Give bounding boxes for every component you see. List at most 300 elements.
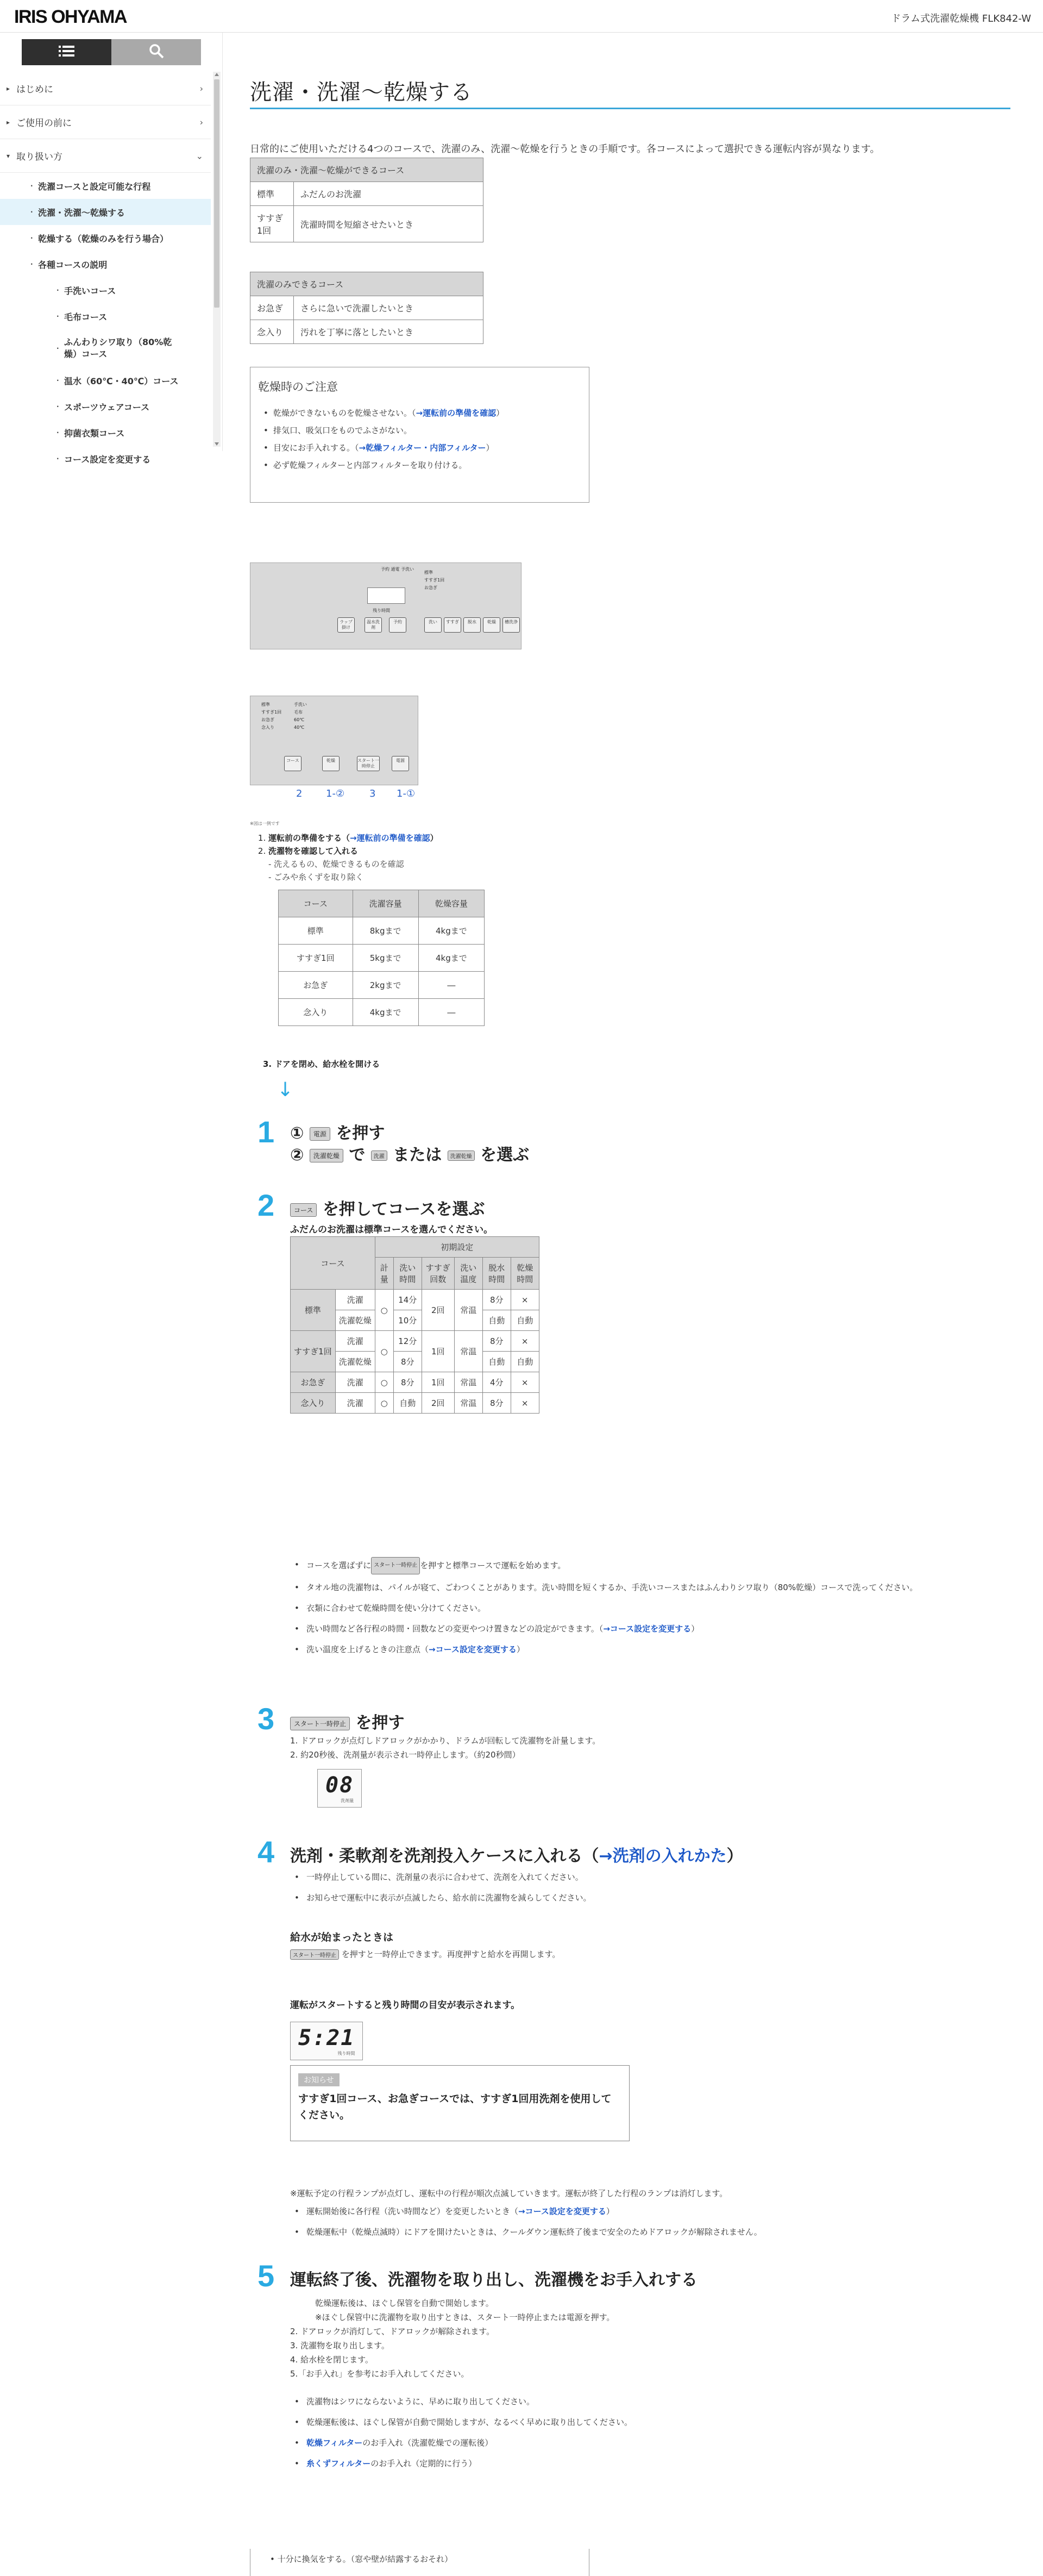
arrow-down-icon: ↓ [277, 1079, 294, 1101]
sidebar-tabs [22, 39, 201, 65]
note-text: 洗濯物はシワにならないように、早めに取り出してください。 [306, 2397, 535, 2406]
panel-label: 60℃ [294, 717, 305, 722]
chevron-right-icon[interactable]: › [199, 83, 203, 93]
sidebar-item-label: ご使用の前に [16, 118, 72, 129]
table-cell: 洗濯時間を短縮させたいとき [294, 206, 483, 242]
display-digits: 08 [325, 1773, 354, 1798]
table-cell: 2kgまで [353, 972, 418, 999]
panel-label: 予約 通電 予洗い [381, 567, 414, 572]
caution-text: 排気口、吸気口をものでふさがない。 [273, 426, 412, 435]
note-text: のお手入れ（洗濯乾燥での運転後） [362, 2438, 493, 2448]
step-text: で [349, 1146, 366, 1165]
bullet-icon: · [56, 345, 59, 352]
list-item [290, 2224, 996, 2240]
panel-label: すすぎ1回 [424, 578, 445, 583]
panel-button: ラップ掛け [337, 617, 355, 633]
info-text: すすぎ1回コース、お急ぎコースでは、すすぎ1回用洗剤を使用してください。 [298, 2093, 612, 2121]
table-cell: 12分 [393, 1331, 422, 1352]
site-header [0, 0, 1043, 33]
table-row [279, 945, 485, 972]
link-prep-check[interactable]: →運転前の準備を確認 [416, 408, 497, 418]
link-dry-filter[interactable]: 乾燥フィルター [306, 2438, 363, 2448]
pre-step-3: 3. ドアを閉め、給水栓を開ける [263, 1059, 380, 1069]
note-text: お知らせで運転中に表示が点滅したら、給水前に洗濯物を減らしてください。 [306, 1893, 592, 1903]
table-header: 初期設定 [375, 1237, 539, 1258]
table-cell: 標準 [291, 1290, 336, 1331]
table-cell: 4kgまで [353, 999, 418, 1026]
panel-button: 電源 [392, 756, 409, 771]
note-text: ） [691, 1624, 700, 1634]
list-item [290, 1890, 996, 1905]
scroll-up-icon[interactable] [215, 73, 219, 76]
table-cell: × [511, 1290, 539, 1310]
sidebar-item-before-use[interactable] [0, 105, 211, 139]
sidebar-item-label: はじめに [16, 84, 53, 95]
display-label: 残り時間 [337, 2051, 355, 2056]
table-cell: ― [418, 972, 484, 999]
caution-text: 目安にお手入れする。（ [273, 443, 359, 453]
table-cell: 14分 [393, 1290, 422, 1310]
table-cell: 2回 [422, 1290, 454, 1331]
table-row [279, 972, 485, 999]
seven-segment-display [290, 2022, 363, 2060]
table-cell: 洗濯 [335, 1393, 375, 1414]
sidebar-item-sportswear[interactable] [0, 393, 211, 420]
step-marker: ① [290, 1124, 304, 1143]
list-item: 3. 洗濯物を取り出します。 [290, 2341, 389, 2350]
display-label: 洗剤量 [341, 1798, 354, 1803]
table-cell: 4分 [482, 1372, 511, 1393]
table-row [250, 206, 483, 242]
table-cell: 8kgまで [353, 917, 418, 945]
wash-dry-course-table [250, 158, 483, 242]
step-text: 洗濯物を確認して入れる [268, 846, 359, 856]
panel-button: 乾燥 [483, 617, 500, 633]
sidebar-item-label: 取り扱い方 [16, 152, 62, 162]
list-item [290, 1557, 1018, 1574]
bullet-icon: · [30, 182, 33, 190]
list-item: 1. ドアロックが点灯しドアロックがかかり、ドラムが回転して洗濯物を計量します。 [290, 1736, 601, 1746]
step-5-title: 運転終了後、洗濯物を取り出し、洗濯機をお手入れする [290, 2271, 698, 2290]
sidebar-item-course-descriptions[interactable] [0, 251, 211, 277]
sidebar-item-warm-water[interactable] [0, 367, 211, 393]
table-cell: 自動 [482, 1352, 511, 1372]
power-button-label: 電源 [310, 1127, 330, 1141]
sidebar-item-change-settings[interactable] [0, 446, 211, 472]
list-item [290, 1600, 1018, 1616]
table-cell: ○ [375, 1393, 393, 1414]
note-text: 運転開始後に各行程（洗い時間など）を変更したいとき（ [306, 2206, 519, 2216]
list-item [268, 831, 438, 845]
list-item: 2. ドアロックが消灯して、ドアロックが解除されます。 [290, 2327, 495, 2336]
list-item [290, 1621, 1018, 1636]
list-item [273, 439, 581, 457]
bullet-icon: · [30, 208, 33, 216]
table-row [291, 1331, 539, 1352]
sidebar-item-label: 洗濯・洗濯～乾燥する [38, 207, 125, 218]
table-header: コース [279, 890, 353, 917]
chevron-right-icon: ▸ [7, 118, 10, 126]
list-item [273, 404, 581, 422]
sidebar-item-label: スポーツウェアコース [64, 402, 150, 412]
sidebar-item-intro[interactable] [0, 72, 211, 105]
panel-label: 念入り [261, 725, 274, 730]
start-pause-button-label: スタート一時停止 [371, 1557, 420, 1574]
table-row [250, 182, 483, 206]
table-row [279, 917, 485, 945]
caution-text: ） [486, 443, 494, 453]
step-marker: ② [290, 1146, 304, 1165]
wash-indicator-label: 洗濯 [371, 1151, 387, 1161]
table-header: 洗い時間 [393, 1258, 422, 1290]
table-header: すすぎ回数 [422, 1258, 454, 1290]
note-text: 乾燥運転後は、ほぐし保管が自動で開始しますが、なるべく早めに取り出してください。 [306, 2417, 633, 2427]
table-cell: 常温 [454, 1331, 482, 1372]
sidebar-item-label: ふんわりシワ取り（80%乾燥）コース [64, 337, 172, 359]
step-text: 洗剤・柔軟剤を洗剤投入ケースに入れる（ [290, 1847, 599, 1866]
panel-button: 乾燥 [322, 756, 340, 771]
table-cell: 常温 [454, 1372, 482, 1393]
cutoff-caution-box [250, 2549, 589, 2576]
tab-menu[interactable] [22, 39, 111, 65]
table-row [291, 1290, 539, 1310]
table-header: 乾燥容量 [418, 890, 484, 917]
link-detergent-guide[interactable]: →洗剤の入れかた [599, 1847, 727, 1866]
table-cell: × [511, 1331, 539, 1352]
table-cell: お急ぎ [250, 296, 294, 320]
sidebar-item-course-settings[interactable] [0, 173, 211, 199]
table-header: 洗濯容量 [353, 890, 418, 917]
link-lint-filter[interactable]: 糸くずフィルター [306, 2459, 371, 2468]
page-title: 洗濯・洗濯～乾燥する [250, 80, 473, 105]
note-text: 洗い時間など各行程の時間・回数などの変更やつけ置きなどの設定ができます。（ [306, 1624, 604, 1634]
sidebar-item-blanket[interactable] [0, 303, 211, 329]
list-item [268, 845, 438, 884]
table-cell: すすぎ1回 [250, 206, 294, 242]
drying-caution-box [250, 367, 589, 503]
table-cell: × [511, 1393, 539, 1414]
pause-heading: 給水が始まったときは [290, 1931, 394, 1943]
bullet-icon: · [30, 234, 33, 242]
scrollbar-thumb[interactable] [214, 79, 219, 308]
table-cell: 8分 [482, 1393, 511, 1414]
start-pause-button-label: スタート一時停止 [290, 1717, 350, 1730]
table-cell: 4kgまで [418, 917, 484, 945]
note-text: ） [516, 1645, 525, 1654]
panel-label: 手洗い [294, 702, 307, 707]
table-cell: 自動 [393, 1393, 422, 1414]
control-panel-illustration [250, 696, 418, 785]
panel-button: 洗い [424, 617, 442, 633]
table-cell: 自動 [511, 1310, 539, 1331]
list-item: 乾燥運転後は、ほぐし保管を自動で開始します。 [315, 2298, 494, 2308]
list-item [273, 422, 581, 439]
table-header: 洗濯のみ・洗濯～乾燥ができるコース [250, 158, 483, 182]
note-text: を押すと標準コースで運転を始めます。 [420, 1560, 566, 1571]
title-divider [250, 108, 1010, 109]
table-cell: 自動 [482, 1310, 511, 1331]
step-1-line-2 [290, 1141, 529, 1165]
scroll-down-icon[interactable] [215, 442, 219, 446]
step-text: ） [726, 1847, 743, 1866]
sidebar-item-dry-only[interactable] [0, 225, 211, 251]
detergent-display [317, 1769, 362, 1808]
remaining-time-heading: 運転がスタートすると残り時間の目安が表示されます。 [290, 2000, 520, 2011]
table-cell: 汚れを丁寧に落としたいとき [294, 320, 483, 344]
note-text: 一時停止している間に、洗剤量の表示に合わせて、洗剤を入れてください。 [306, 1872, 583, 1882]
step-1-line-1 [290, 1120, 385, 1143]
chevron-down-icon[interactable]: ⌄ [196, 151, 203, 161]
course-button-label: コース [290, 1203, 317, 1217]
caution-text: 必ず乾燥フィルターと内部フィルターを取り付ける。 [273, 460, 467, 470]
step-text: ） [430, 833, 438, 843]
bullet-icon: · [56, 455, 59, 462]
table-cell: ― [418, 999, 484, 1026]
table-row [291, 1393, 539, 1414]
table-cell: 8分 [393, 1372, 422, 1393]
note-text: 洗い温度を上げるときの注意点（ [306, 1645, 429, 1654]
table-cell: 8分 [393, 1352, 422, 1372]
seven-segment-display [317, 1769, 362, 1808]
note-text: のお手入れ（定期的に行う） [370, 2459, 477, 2468]
bullet-icon: · [56, 429, 59, 436]
sidebar-item-label: 抑菌衣類コース [64, 428, 125, 439]
caution-title: 乾燥時のご注意 [258, 380, 338, 393]
info-tag: お知らせ [298, 2073, 340, 2086]
table-cell: お急ぎ [279, 972, 353, 999]
list-item [290, 2435, 996, 2450]
tab-search[interactable] [111, 39, 201, 65]
table-cell: 自動 [511, 1352, 539, 1372]
table-cell: 常温 [454, 1290, 482, 1331]
pre-steps-list [263, 831, 438, 884]
step-3-title [290, 1709, 404, 1733]
bullet-icon: · [56, 377, 59, 384]
oshirase-box [290, 2065, 630, 2141]
table-cell: すすぎ1回 [279, 945, 353, 972]
callout-number: 1-② [326, 788, 345, 799]
after-start-notes [290, 2204, 996, 2245]
panel-label: 40℃ [294, 725, 305, 730]
lamp-note: ※運転予定の行程ランプが点灯し、運転中の行程が順次点滅していきます。運転が終了した行程のランプは消灯します。 [290, 2189, 728, 2198]
intro-text: 日常的にご使用いただける4つのコースで、洗濯のみ、洗濯～乾燥を行うときの手順です。各コースによって選択できる運転内容が異なります。 [250, 143, 880, 155]
caution-text: 乾燥ができないものを乾燥させない。（ [273, 408, 416, 418]
panel-label: 毛布 [294, 710, 303, 715]
bullet-icon: · [56, 286, 59, 294]
list-item [290, 2415, 996, 2430]
table-row [279, 999, 485, 1026]
panel-label: お急ぎ [261, 717, 274, 722]
sidebar [0, 33, 223, 465]
control-panel-illustration [250, 562, 522, 649]
table-cell: 洗濯 [335, 1331, 375, 1352]
step-text: 運転前の準備をする（ [268, 833, 350, 843]
table-row [250, 296, 483, 320]
panel-display [367, 587, 405, 604]
table-cell: 洗濯 [335, 1290, 375, 1310]
course-settings-table [290, 1236, 539, 1414]
link-prep-check[interactable]: →運転前の準備を確認 [350, 833, 430, 843]
sidebar-item-label: 各種コースの説明 [38, 259, 108, 270]
caution-list [250, 2549, 589, 2565]
table-cell: ○ [375, 1372, 393, 1393]
table-cell: さらに急いで洗濯したいとき [294, 296, 483, 320]
table-header: 洗い温度 [454, 1258, 482, 1290]
table-cell: 洗濯乾燥 [335, 1352, 375, 1372]
start-pause-button-label: スタート一時停止 [290, 1949, 339, 1960]
table-header: コース [291, 1237, 375, 1290]
list-item: • 十分に換気をする。（窓や壁が結露するおそれ） [270, 2553, 589, 2565]
chevron-right-icon[interactable]: › [199, 117, 203, 127]
display-digits: 5:21 [298, 2025, 355, 2050]
panel-label: 標準 [261, 702, 270, 707]
panel-button: 温水洗剤 [365, 617, 382, 633]
table-row [291, 1372, 539, 1393]
table-cell: ふだんのお洗濯 [294, 182, 483, 206]
panel-caption: ※図は一例です [250, 821, 280, 826]
list-item [290, 1580, 1018, 1595]
panel-button: 脱水 [463, 617, 481, 633]
wash-dry-indicator-label: 洗濯乾燥 [448, 1151, 475, 1161]
list-item [290, 1642, 1018, 1657]
table-cell: 8分 [482, 1331, 511, 1352]
course-settings-table-wrap [290, 1236, 539, 1414]
step-2-note: ふだんのお洗濯は標準コースを選んでください。 [290, 1224, 493, 1235]
table-header: 計量 [375, 1258, 393, 1290]
step-text: ドアロックが点灯しドアロックがかかり、ドラムが回転して洗濯物を計量します。 [300, 1736, 601, 1746]
step-2-title [290, 1196, 485, 1220]
panel-button: すすぎ [444, 617, 461, 633]
step-number: 5 [257, 2259, 275, 2293]
sidebar-nav [0, 72, 211, 465]
step-number: 2 [257, 1188, 275, 1222]
note-text: 衣類に合わせて乾燥時間を使い分けてください。 [306, 1603, 486, 1613]
panel-label: すすぎ1回 [261, 710, 282, 715]
sidebar-item-label: 毛布コース [64, 311, 108, 322]
step-4-title [290, 1842, 743, 1866]
panel-button: コース [284, 756, 301, 771]
step-text: を押してコースを選ぶ [322, 1200, 485, 1219]
table-cell: 10分 [393, 1310, 422, 1331]
table-cell: 1回 [422, 1331, 454, 1372]
table-cell: 4kgまで [418, 945, 484, 972]
list-item [290, 2394, 996, 2409]
list-item [273, 457, 581, 474]
bullet-icon: · [56, 403, 59, 410]
step-2-notes [290, 1557, 1018, 1662]
panel-button: 槽洗浄 [502, 617, 520, 633]
sidebar-item-wash-dry[interactable] [0, 199, 211, 225]
table-cell: × [511, 1372, 539, 1393]
table-cell: 標準 [250, 182, 294, 206]
step-number: 4 [257, 1835, 275, 1869]
link-change-course-settings[interactable]: →コース設定を変更する [429, 1645, 517, 1654]
note-text: を押すと一時停止できます。再度押すと給水を再開します。 [341, 1949, 561, 1959]
sidebar-item-how-to-use[interactable] [0, 139, 211, 173]
step-text: を押す [336, 1124, 385, 1143]
table-cell: 常温 [454, 1393, 482, 1414]
table-cell: 洗濯乾燥 [335, 1310, 375, 1331]
step-number: 1 [257, 1115, 275, 1149]
chevron-down-icon: ▾ [7, 152, 10, 160]
panel-label: お急ぎ [424, 585, 437, 590]
search-icon [149, 43, 164, 61]
sidebar-item-label: コース設定を変更する [64, 454, 151, 465]
sidebar-item-label: 洗濯コースと設定可能な行程 [38, 181, 151, 192]
link-filters[interactable]: →乾燥フィルター・内部フィルター [359, 443, 486, 453]
step-number: 3 [257, 1702, 275, 1736]
table-cell: ○ [375, 1331, 393, 1372]
step-5-notes [290, 2394, 996, 2477]
table-cell: すすぎ1回 [291, 1331, 336, 1372]
sidebar-scrollbar[interactable] [213, 72, 221, 447]
link-change-course-settings[interactable]: →コース設定を変更する [603, 1624, 692, 1634]
table-header: 洗濯のみできるコース [250, 272, 483, 296]
list-item: 2. 約20秒後、洗剤量が表示され一時停止します。（約20秒間） [290, 1750, 520, 1760]
bullet-icon: · [30, 260, 33, 268]
caution-list [258, 404, 581, 474]
note-text: コースを選ばずに [306, 1560, 372, 1571]
panel-label: 標準 [424, 570, 433, 575]
list-item: 4. 給水栓を閉じます。 [290, 2355, 373, 2365]
table-cell: ○ [375, 1290, 393, 1331]
table-cell: 念入り [291, 1393, 336, 1414]
step-subtext: - 洗えるもの、乾燥できるものを確認 [268, 859, 404, 869]
sidebar-item-label: 温水（60℃・40℃）コース [64, 376, 179, 386]
table-cell: 5kgまで [353, 945, 418, 972]
step-text: 約20秒後、洗剤量が表示され一時停止します。（約20秒間） [300, 1750, 520, 1760]
callout-number: 3 [369, 788, 376, 799]
note-text: ） [606, 2206, 614, 2216]
pause-text [290, 1948, 560, 1960]
step-text: または [393, 1146, 442, 1165]
wash-only-course-table [250, 272, 483, 344]
sidebar-item-wrinkle[interactable] [0, 329, 211, 367]
sidebar-item-label: 手洗いコース [64, 285, 116, 296]
table-cell: 2回 [422, 1393, 454, 1414]
sidebar-item-antibacterial[interactable] [0, 420, 211, 446]
panel-button: 予約 [389, 617, 406, 633]
brand-logo[interactable]: IRIS OHYAMA [14, 7, 127, 27]
link-change-course-settings[interactable]: →コース設定を変更する [518, 2206, 606, 2216]
wash-dry-button-label: 洗濯乾燥 [310, 1149, 343, 1162]
caution-text: ） [496, 408, 505, 418]
step-subtext: - ごみや糸くずを取り除く [268, 872, 364, 882]
callout-number: 1-① [397, 788, 416, 799]
table-header: 脱水時間 [482, 1258, 511, 1290]
table-cell: お急ぎ [291, 1372, 336, 1393]
callout-number: 2 [296, 788, 303, 799]
table-cell: 1回 [422, 1372, 454, 1393]
capacity-table [278, 890, 485, 1026]
step-text: を押す [355, 1714, 405, 1733]
note-text: タオル地の洗濯物は、パイルが寝て、ごわつくことがあります。洗い時間を短くするか、手洗いコースまたはふんわりシワ取り（80%乾燥）コースで洗ってください。 [306, 1583, 918, 1592]
sidebar-item-handwash[interactable] [0, 277, 211, 303]
product-model: ドラム式洗濯乾燥機 FLK842-W [891, 13, 1031, 24]
table-cell: 念入り [279, 999, 353, 1026]
step-4-notes [290, 1870, 996, 1911]
step-text: を選ぶ [480, 1146, 530, 1165]
sidebar-item-label: 乾燥する（乾燥のみを行う場合） [38, 233, 169, 244]
list-item: 5.「お手入れ」を参考にお手入れしてください。 [290, 2369, 469, 2379]
step-5-list [290, 2296, 615, 2381]
menu-icon [59, 45, 75, 60]
table-header: 乾燥時間 [511, 1258, 539, 1290]
step-3-list [290, 1734, 600, 1762]
list-item [290, 2456, 996, 2471]
table-cell: 洗濯 [335, 1372, 375, 1393]
chevron-right-icon: ▸ [7, 84, 10, 92]
